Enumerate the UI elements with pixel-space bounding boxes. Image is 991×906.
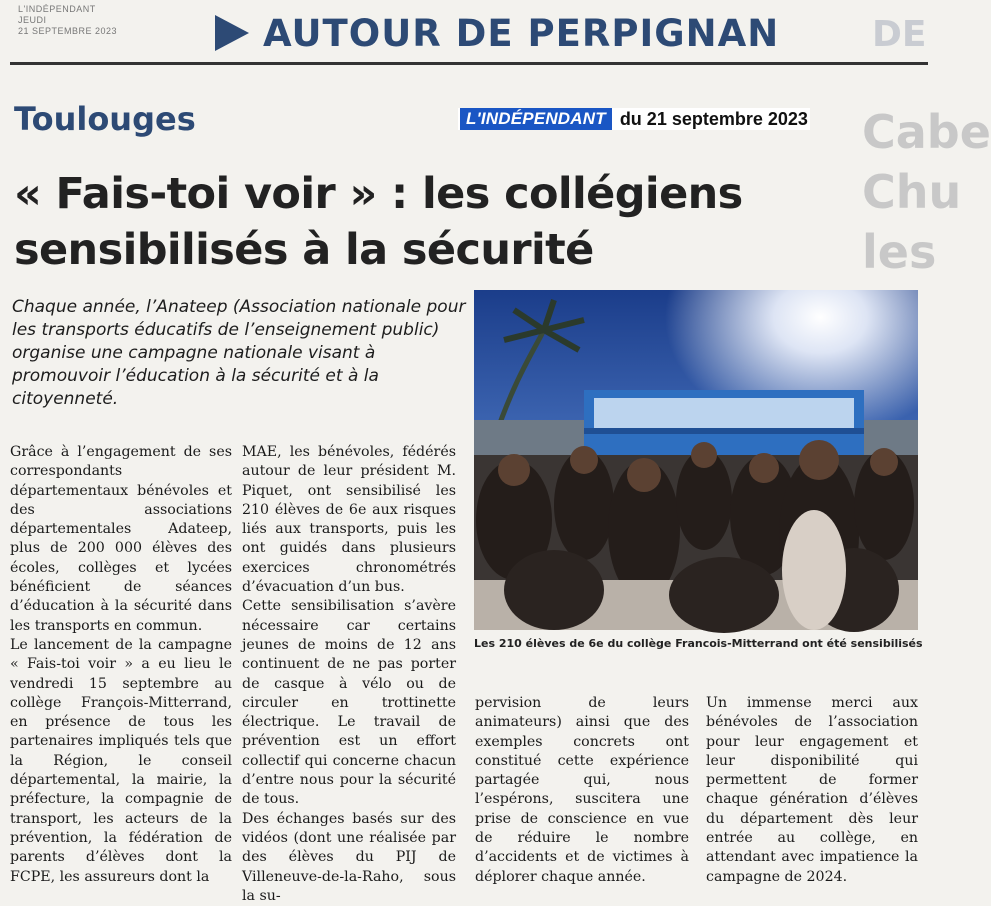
newspaper-logo: L'INDÉPENDANT [460, 108, 612, 130]
masthead-small [18, 4, 158, 37]
masthead-day: JEUDI [18, 15, 47, 25]
article-column-1: Grâce à l’engagement de ses correspondants départementaux bénévoles et des associations départementales Adateep, plus de 200 000 élèves des écoles, collèges et lycées bénéficient de séances d’éducation à la sécurité dans les transports en commun. Le lancement de la campagne « Fais-toi voir » a eu lieu le vendredi 15 septembre au collège François-Mitterrand, en présence de tous les partenaires impliqués tels que la Région, le conseil départemental, la mairie, la préfecture, la compagnie de transport, les acteurs de la prévention, la fédération de parents d’élèves dont la FCPE, les assureurs dont la [10, 444, 232, 885]
source-line [458, 108, 810, 130]
section-title: AUTOUR DE PERPIGNAN [263, 11, 780, 55]
masthead-date: 21 SEPTEMBRE 2023 [18, 26, 118, 36]
right-triangle-icon [215, 15, 249, 51]
article-photo [474, 290, 918, 630]
article-column-3: pervision de leurs animateurs) ainsi que des exemples concrets ont constitué cette expérience partagée qui, nous l’espérons, suscitera une prise de conscience en vue de réduire le nombre d’accidents et de victimes à déplorer chaque année. [475, 695, 689, 885]
article-headline [14, 166, 864, 278]
article-column-4: Un immense merci aux bénévoles de l’association pour leur engagement et leur disponibilité qui permettent de former chaque génération d’élèves du département dès leur entrée au collège, en attendant avec impatience la campagne de 2024. [706, 695, 918, 885]
adjacent-page-bleed: DE [872, 14, 927, 55]
article-lead: Chaque année, l’Anateep (Association nationale pour les transports éducatifs de l’enseignement public) organise une campagne nationale visant à promouvoir l’éducation à la sécurité et à la citoyenneté. [12, 297, 466, 409]
article-column-2: MAE, les bénévoles, fédérés autour de leur président M. Piquet, ont sensibilisé les 210 élèves de 6e aux risques liés aux transports, puis les ont guidés dans plusieurs exercices chronométrés d’évacuation d’un bus. Cette sensibilisation s’avère nécessaire car certains jeunes de moins de 12 ans continuent de ne pas porter de casque à vélo ou de circuler en trottinette électrique. Le travail de prévention est un effort collectif qui concerne chacun d’entre nous pour la sécurité de tous. Des échanges basés sur des vidéos (dont une réalisée par des élèves du PIJ de Villeneuve-de-la-Raho, sous la su- [242, 444, 456, 904]
section-rubric [215, 8, 779, 58]
town-kicker: Toulouges [14, 100, 196, 138]
headline-line-2: sensibilisés à la sécurité [14, 225, 594, 275]
header-rule [10, 62, 928, 65]
students-bus-photo [474, 290, 918, 630]
adjacent-column-bleed: Cabe Chu les [862, 105, 991, 279]
photo-caption: Les 210 élèves de 6e du collège Francois-Mitterrand ont été sensibilisés [474, 637, 923, 650]
masthead-paper: L'INDÉPENDANT [18, 4, 96, 14]
headline-line-1: « Fais-toi voir » : les collégiens [14, 169, 743, 219]
source-date: du 21 septembre 2023 [619, 108, 808, 129]
